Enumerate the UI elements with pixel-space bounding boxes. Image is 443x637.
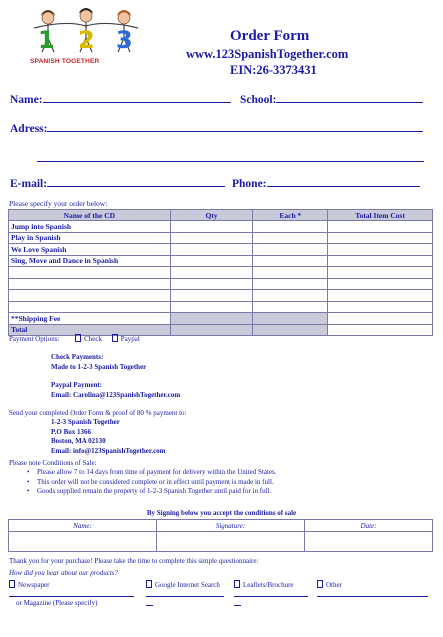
leaflets-input-line[interactable] (234, 596, 308, 597)
cd-name-cell[interactable] (9, 278, 171, 290)
qty-cell[interactable] (170, 255, 253, 267)
table-row (9, 267, 433, 279)
qty-cell[interactable] (170, 278, 253, 290)
cd-name-cell[interactable] (9, 290, 171, 302)
ein-number: EIN:26-3373431 (230, 63, 317, 77)
qty-cell[interactable] (170, 290, 253, 302)
shipping-row (9, 313, 433, 325)
mailing-address (51, 418, 166, 456)
sig-name-input[interactable] (9, 532, 157, 552)
kids-logo-graphic (26, 8, 146, 60)
option-leaflets-label: Leaflets/Brochure (243, 581, 294, 589)
table-row (9, 221, 433, 233)
checkbox-icon[interactable] (234, 580, 240, 588)
logo-digit-1: 1 (38, 26, 55, 54)
checkbox-icon[interactable] (9, 580, 15, 588)
mailing-line: P.O Box 1366 (51, 427, 91, 436)
condition-item: • Goods supplied remain the property of 1-2-3 Spanish Together until paid for in full. (9, 487, 429, 497)
school-field (240, 91, 423, 106)
cd-name-cell: Play in Spanish (9, 232, 171, 244)
condition-item: • This order will not be considered complete or in effect until payment is made in full. (9, 478, 429, 488)
mailing-line: Boston, MA 02130 (51, 437, 106, 445)
mailing-line: 1-2-3 Spanish Together (51, 418, 120, 426)
each-cell[interactable] (253, 244, 328, 256)
each-cell[interactable] (253, 267, 328, 279)
mailing-instruction: Send your completed Order Form & proof of 80 % payment to: (9, 409, 187, 417)
mailing-line: Email: info@123SpanishTogether.com (51, 446, 166, 455)
payment-options-label: Payment Options: (9, 335, 60, 343)
sig-date-label: Date: (305, 520, 433, 532)
total-cell[interactable] (328, 278, 433, 290)
total-cell[interactable] (328, 255, 433, 267)
shaded-cell (253, 313, 328, 325)
email-field (10, 175, 225, 190)
option-google[interactable] (146, 580, 220, 589)
total-cell[interactable] (328, 290, 433, 302)
cd-name-cell[interactable] (9, 301, 171, 313)
each-cell[interactable] (253, 255, 328, 267)
logo-digit-3: 3 (116, 26, 133, 54)
phone-field (232, 175, 420, 190)
phone-input-line[interactable] (267, 175, 420, 187)
condition-item: • Please allow 7 to 14 days from time of payment for delivery within the United States. (9, 468, 429, 478)
name-input-line[interactable] (43, 91, 231, 103)
checkbox-icon[interactable] (75, 334, 81, 342)
sig-name-label: Name: (9, 520, 157, 532)
check-payment-title: Check Payments: (51, 353, 104, 361)
checkbox-icon[interactable] (146, 580, 152, 588)
logo-digit-2: 2 (78, 26, 95, 54)
table-row (9, 244, 433, 256)
check-payment-info (51, 353, 146, 372)
paypal-payment-title: Paypal Payment: (51, 381, 103, 389)
col-each: Each * (253, 210, 328, 221)
shaded-cell (170, 313, 253, 325)
option-newspaper-label: Newspaper (18, 581, 50, 589)
cd-name-cell: Sing, Move and Dance in Spanish (9, 255, 171, 267)
total-cell[interactable] (328, 301, 433, 313)
signature-table (8, 519, 433, 552)
total-label: Total (9, 324, 171, 336)
total-cell[interactable] (328, 244, 433, 256)
address-input-line-2[interactable] (37, 150, 424, 162)
paypal-option[interactable] (112, 335, 140, 343)
paypal-payment-detail: Email: Carolina@123SpanishTogether.com (51, 390, 181, 399)
option-leaflets[interactable] (234, 580, 294, 589)
option-newspaper[interactable] (9, 580, 50, 589)
magazine-input-line[interactable] (146, 605, 153, 606)
name-label: Name: (10, 94, 43, 106)
table-row (9, 255, 433, 267)
conditions-title: Please note Conditions of Sale: (9, 459, 97, 467)
shaded-cell (170, 324, 253, 336)
address-field (10, 120, 423, 135)
school-input-line[interactable] (276, 91, 423, 103)
col-cd-name: Name of the CD (9, 210, 171, 221)
checkbox-icon[interactable] (317, 580, 323, 588)
checkbox-icon[interactable] (112, 334, 118, 342)
table-row (9, 290, 433, 302)
conditions-list (9, 468, 429, 497)
each-cell[interactable] (253, 290, 328, 302)
shaded-cell (253, 324, 328, 336)
total-cell[interactable] (328, 232, 433, 244)
qty-cell[interactable] (170, 267, 253, 279)
table-row (9, 301, 433, 313)
newspaper-input-line[interactable] (9, 596, 134, 597)
check-payment-detail: Made to 1-2-3 Spanish Together (51, 362, 147, 371)
each-cell[interactable] (253, 301, 328, 313)
address-input-line-1[interactable] (47, 120, 423, 132)
table-row (9, 232, 433, 244)
qty-cell[interactable] (170, 244, 253, 256)
magazine-label: or Magazine (Please specify) (16, 599, 98, 607)
other-input-line[interactable] (317, 596, 428, 597)
shipping-fee-label: **Shipping Fee (9, 313, 171, 325)
total-cell[interactable] (328, 221, 433, 233)
name-field (10, 91, 231, 106)
paypal-payment-info (51, 381, 180, 400)
email-label: E-mail: (10, 178, 48, 190)
total-cell[interactable] (328, 267, 433, 279)
cd-name-cell: Jump into Spanish (9, 221, 171, 233)
google-input-line[interactable] (146, 596, 224, 597)
paypal-option-label: Paypal (120, 335, 140, 343)
sig-date-input[interactable] (305, 532, 433, 552)
qty-cell[interactable] (170, 301, 253, 313)
option-other[interactable] (317, 580, 342, 589)
option-google-label: Google Internet Search (155, 581, 220, 589)
logo-text: SPANISH TOGETHER (30, 58, 100, 65)
each-cell[interactable] (253, 278, 328, 290)
magazine-input-line[interactable] (234, 605, 241, 606)
signature-labels-row (9, 520, 433, 532)
option-other-label: Other (326, 581, 342, 589)
check-option-label: Check (84, 335, 103, 343)
qty-cell[interactable] (170, 221, 253, 233)
col-total-cost: Total Item Cost (328, 210, 433, 221)
col-qty: Qty (170, 210, 253, 221)
signature-heading: By Signing below you accept the conditions of sale (146, 509, 297, 517)
order-table (8, 209, 433, 336)
school-label: School: (240, 94, 277, 106)
cd-name-cell[interactable] (9, 267, 171, 279)
address-label: Adress: (10, 123, 48, 135)
order-table-header (9, 210, 433, 221)
website: www.123SpanishTogether.com (186, 47, 349, 61)
page-title: Order Form (230, 28, 310, 44)
each-cell[interactable] (253, 232, 328, 244)
shipping-cost-cell[interactable] (328, 313, 433, 325)
sig-signature-input[interactable] (157, 532, 305, 552)
qty-cell[interactable] (170, 232, 253, 244)
each-cell[interactable] (253, 221, 328, 233)
signature-input-row (9, 532, 433, 552)
table-row (9, 278, 433, 290)
thanks-text: Thank you for your purchase! Please take the time to complete this simple questionnaire: (9, 557, 259, 565)
payment-options (9, 334, 140, 343)
sig-signature-label: Signature: (157, 520, 305, 532)
check-option[interactable] (75, 335, 102, 343)
questionnaire-question: How did you hear about our products? (9, 569, 119, 577)
order-instruction: Please specify your order below: (9, 199, 108, 208)
total-amount-cell[interactable] (328, 324, 433, 336)
phone-label: Phone: (232, 178, 267, 190)
cd-name-cell: We Love Spanish (9, 244, 171, 256)
email-input-line[interactable] (47, 175, 225, 187)
